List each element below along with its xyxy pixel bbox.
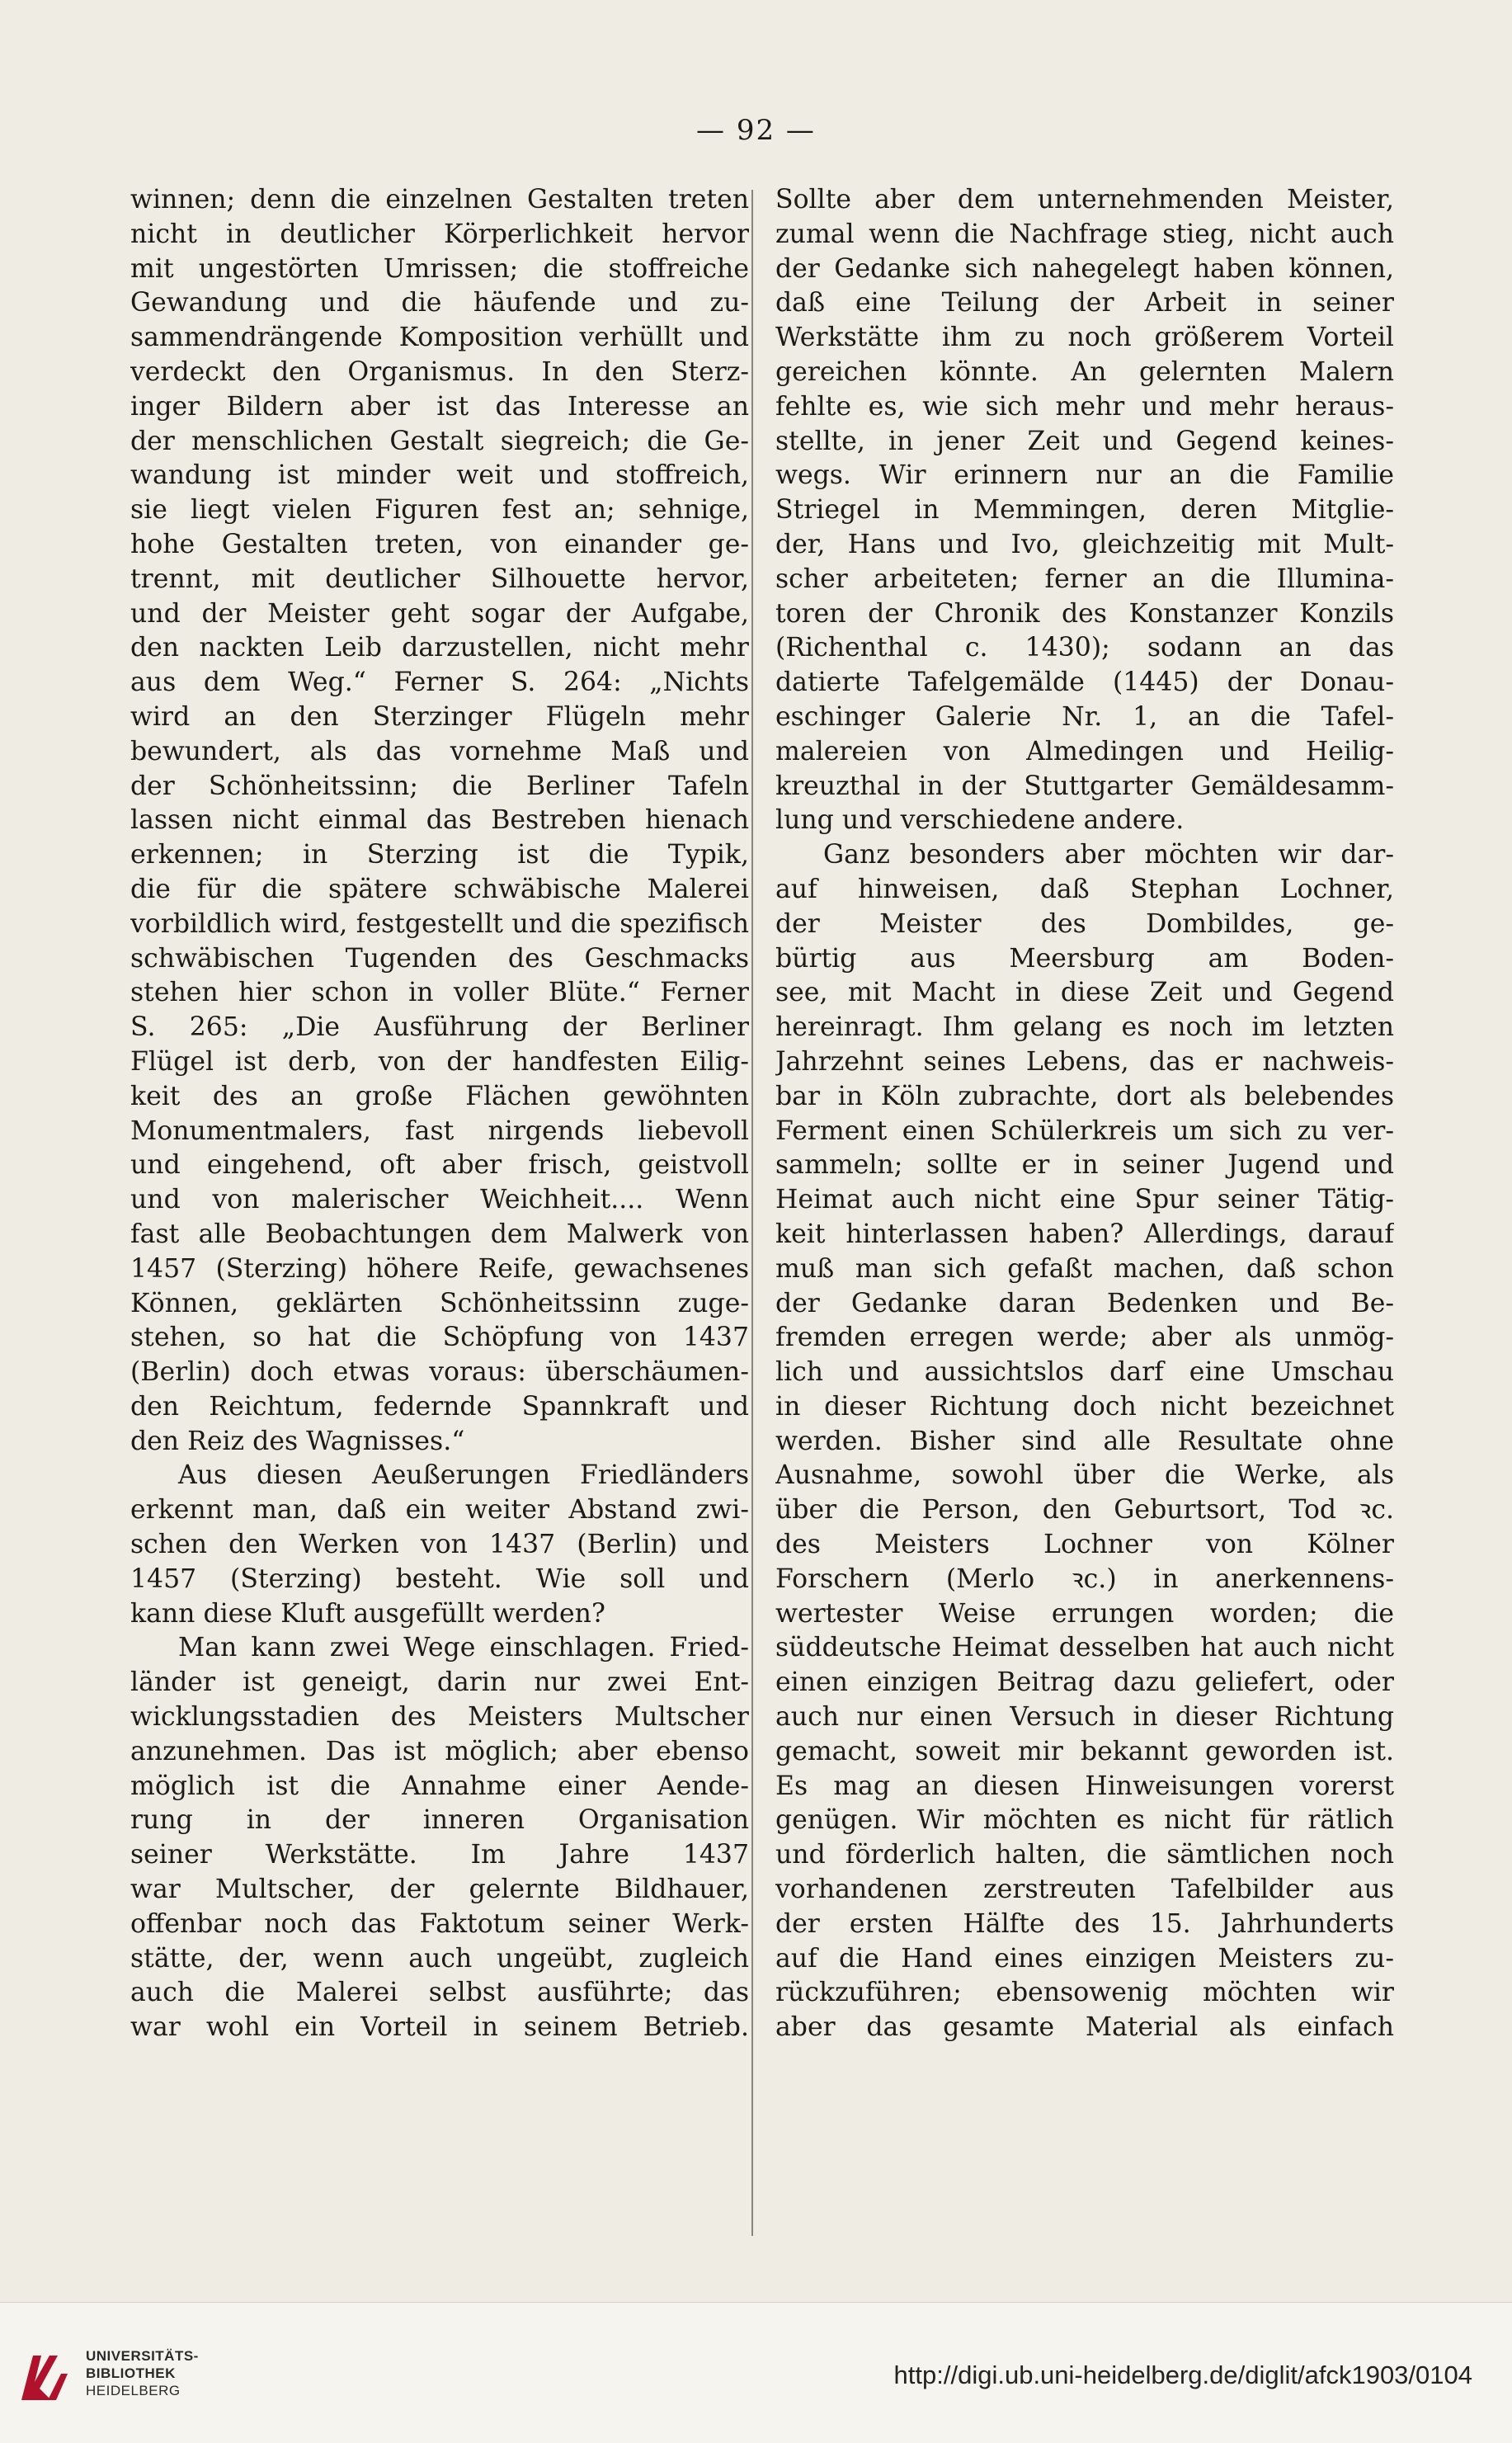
library-name-line: BIBLIOTHEK	[86, 2365, 176, 2381]
text-line: des Meisters Lochner von Kölner	[775, 1530, 1394, 1560]
text-line: rückzuführen; ebensowenig möchten wir	[775, 1978, 1394, 2008]
text-line: die für die spätere schwäbische Malerei	[130, 874, 749, 904]
footer-bar	[0, 2302, 1512, 2443]
text-line: Ganz besonders aber möchten wir dar-	[823, 840, 1394, 870]
text-line: der, Hans und Ivo, gleichzeitig mit Mult-	[775, 529, 1394, 559]
text-line: der menschlichen Gestalt siegreich; die Ge-	[130, 426, 749, 456]
text-line: wird an den Sterzinger Flügeln mehr	[130, 701, 749, 732]
text-line: wandung ist minder weit und stoffreich,	[130, 460, 749, 491]
text-line: süddeutsche Heimat desselben hat auch nicht	[775, 1633, 1394, 1663]
text-line: anzunehmen. Das ist möglich; aber ebenso	[130, 1736, 749, 1766]
text-line: und der Meister geht sogar der Aufgabe,	[130, 598, 749, 629]
text-line: verdeckt den Organismus. In den Sterz-	[130, 356, 749, 387]
text-line: bürtig aus Meersburg am Boden-	[775, 943, 1394, 974]
text-line: lung und verschiedene andere.	[775, 805, 1185, 836]
text-line: der Gedanke sich nahegelegt haben können,	[775, 253, 1394, 284]
text-line: Man kann zwei Wege einschlagen. Fried-	[178, 1633, 749, 1663]
text-line: 1457 (Sterzing) höhere Reife, gewachsenes	[130, 1253, 749, 1284]
text-line: Heimat auch nicht eine Spur seiner Tätig-	[775, 1185, 1394, 1215]
text-line: stellte, in jener Zeit und Gegend keines-	[775, 426, 1394, 456]
text-line: war Multscher, der gelernte Bildhauer,	[130, 1875, 749, 1905]
text-line: keit hinterlassen haben? Allerdings, darauf	[775, 1219, 1394, 1249]
text-line: stehen, so hat die Schöpfung von 1437	[130, 1323, 749, 1353]
text-line: wicklungsstadien des Meisters Multscher	[130, 1702, 749, 1733]
text-line: Flügel ist derb, von der handfesten Eilig-	[130, 1046, 749, 1077]
text-line: der ersten Hälfte des 15. Jahrhunderts	[775, 1908, 1394, 1939]
text-line: mit ungestörten Umrissen; die stoffreiche	[130, 253, 749, 284]
text-line: eschinger Galerie Nr. 1, an die Tafel-	[775, 701, 1394, 732]
text-line: Ausnahme, sowohl über die Werke, als	[775, 1460, 1394, 1491]
text-line: Jahrzehnt seines Lebens, das er nachweis-	[775, 1046, 1394, 1077]
text-line: über die Person, den Geburtsort, Tod ꝛc.	[775, 1495, 1394, 1526]
text-line: hereinragt. Ihm gelang es noch im letzten	[775, 1012, 1394, 1043]
text-line: einen einzigen Beitrag dazu geliefert, oder	[775, 1667, 1394, 1698]
text-line: nicht in deutlicher Körperlichkeit hervor	[130, 219, 749, 249]
text-line: hohe Gestalten treten, von einander ge-	[130, 529, 749, 559]
text-line: sammendrängende Komposition verhüllt und	[130, 323, 749, 353]
text-line: Sollte aber dem unternehmenden Meister,	[775, 185, 1394, 215]
text-line: daß eine Teilung der Arbeit in seiner	[775, 288, 1394, 318]
text-line: und von malerischer Weichheit.... Wenn	[130, 1185, 749, 1215]
text-line: werden. Bisher sind alle Resultate ohne	[775, 1426, 1394, 1456]
text-line: Monumentmalers, fast nirgends liebevoll	[130, 1115, 749, 1146]
text-line: sammeln; sollte er in seiner Jugend und	[775, 1150, 1394, 1181]
text-line: lich und aussichtslos darf eine Umschau	[775, 1357, 1394, 1388]
text-line: bewundert, als das vornehme Maß und	[130, 736, 749, 766]
text-line: war wohl ein Vorteil in seinem Betrieb.	[130, 2012, 749, 2043]
text-line: muß man sich gefaßt machen, daß schon	[775, 1253, 1394, 1284]
text-line: und eingehend, oft aber frisch, geistvoll	[130, 1150, 749, 1181]
text-line: Es mag an diesen Hinweisungen vorerst	[775, 1771, 1394, 1801]
text-line: auch die Malerei selbst ausführte; das	[130, 1978, 749, 2008]
text-line: stätte, der, wenn auch ungeübt, zugleich	[130, 1943, 749, 1974]
text-line: 1457 (Sterzing) besteht. Wie soll und	[130, 1563, 749, 1594]
text-line: (Richenthal c. 1430); sodann an das	[775, 633, 1394, 663]
text-line: vorhandenen zerstreuten Tafelbilder aus	[775, 1875, 1394, 1905]
text-line: der Meister des Dombildes, ge-	[775, 908, 1394, 939]
text-line: Werkstätte ihm zu noch größerem Vorteil	[775, 323, 1394, 353]
text-line: (Berlin) doch etwas voraus: überschäumen-	[130, 1357, 749, 1388]
text-line: stehen hier schon in voller Blüte.“ Ferner	[130, 978, 749, 1008]
text-line: datierte Tafelgemälde (1445) der Donau-	[775, 667, 1394, 698]
text-line: lassen nicht einmal das Bestreben hienach	[130, 805, 749, 836]
right-column	[775, 183, 1394, 2045]
text-line: gemacht, soweit mir bekannt geworden ist.	[775, 1736, 1394, 1766]
text-line: S. 265: „Die Ausführung der Berliner	[130, 1012, 749, 1043]
text-line: auf die Hand eines einzigen Meisters zu-	[775, 1943, 1394, 1974]
text-line: der Schönheitssinn; die Berliner Tafeln	[130, 771, 749, 801]
text-line: länder ist geneigt, darin nur zwei Ent-	[130, 1667, 749, 1698]
page-number: — 92 —	[696, 114, 816, 147]
text-line: vorbildlich wird, festgestellt und die spezifisch	[130, 908, 749, 939]
text-line: toren der Chronik des Konstanzer Konzils	[775, 598, 1394, 629]
text-line: wegs. Wir erinnern nur an die Familie	[775, 460, 1394, 491]
text-line: kreuzthal in der Stuttgarter Gemäldesamm-	[775, 771, 1394, 801]
source-url-link[interactable]: http://digi.ub.uni-heidelberg.de/diglit/afck1903/0104	[893, 2360, 1472, 2389]
text-line: rung in der inneren Organisation	[130, 1805, 749, 1836]
text-line: erkennt man, daß ein weiter Abstand zwi-	[130, 1495, 749, 1526]
text-line: inger Bildern aber ist das Interesse an	[130, 391, 749, 422]
library-name-line: UNIVERSITÄTS-	[86, 2348, 199, 2364]
text-line: und förderlich halten, die sämtlichen noch	[775, 1840, 1394, 1870]
library-name	[86, 2347, 199, 2399]
text-line: schwäbischen Tugenden des Geschmacks	[130, 943, 749, 974]
text-line: zumal wenn die Nachfrage stieg, nicht auch	[775, 219, 1394, 249]
text-line: scher arbeiteten; ferner an die Illumina-	[775, 564, 1394, 594]
text-line: Forschern (Merlo ꝛc.) in anerkennens-	[775, 1563, 1394, 1594]
text-line: den Reiz des Wagnisses.“	[130, 1426, 465, 1456]
text-line: auch nur einen Versuch in dieser Richtung	[775, 1702, 1394, 1733]
text-line: Gewandung und die häufende und zu-	[130, 288, 749, 318]
text-line: den nackten Leib darzustellen, nicht mehr	[130, 633, 749, 663]
text-line: schen den Werken von 1437 (Berlin) und	[130, 1530, 749, 1560]
text-line: malereien von Almedingen und Heilig-	[775, 736, 1394, 766]
text-line: fast alle Beobachtungen dem Malwerk von	[130, 1219, 749, 1249]
text-line: trennt, mit deutlicher Silhouette hervor,	[130, 564, 749, 594]
text-line: kann diese Kluft ausgefüllt werden?	[130, 1598, 605, 1629]
text-line: in dieser Richtung doch nicht bezeichnet	[775, 1391, 1394, 1422]
text-line: möglich ist die Annahme einer Aende-	[130, 1771, 749, 1801]
text-line: seiner Werkstätte. Im Jahre 1437	[130, 1840, 749, 1870]
text-line: winnen; denn die einzelnen Gestalten treten	[130, 185, 749, 215]
column-rule	[751, 190, 753, 2236]
text-line: bar in Köln zubrachte, dort als belebendes	[775, 1081, 1394, 1111]
text-line: Ferment einen Schülerkreis um sich zu ver-	[775, 1115, 1394, 1146]
text-line: fehlte es, wie sich mehr und mehr heraus-	[775, 391, 1394, 422]
text-line: fremden erregen werde; aber als unmög-	[775, 1323, 1394, 1353]
text-line: Aus diesen Aeußerungen Friedländers	[178, 1460, 749, 1491]
left-column	[130, 183, 749, 2045]
text-line: den Reichtum, federnde Spannkraft und	[130, 1391, 749, 1422]
text-line: offenbar noch das Faktotum seiner Werk-	[130, 1908, 749, 1939]
text-line: auf hinweisen, daß Stephan Lochner,	[775, 874, 1394, 904]
text-line: aus dem Weg.“ Ferner S. 264: „Nichts	[130, 667, 749, 698]
text-line: genügen. Wir möchten es nicht für rätlich	[775, 1805, 1394, 1836]
text-line: erkennen; in Sterzing ist die Typik,	[130, 840, 749, 870]
text-line: sie liegt vielen Figuren fest an; sehnige,	[130, 495, 749, 526]
text-line: keit des an große Flächen gewöhnten	[130, 1081, 749, 1111]
text-line: der Gedanke daran Bedenken und Be-	[775, 1288, 1394, 1318]
text-line: Können, geklärten Schönheitssinn zuge-	[130, 1288, 749, 1318]
text-line: gereichen könnte. An gelernten Malern	[775, 356, 1394, 387]
text-line: Striegel in Memmingen, deren Mitglie-	[775, 495, 1394, 526]
text-line: see, mit Macht in diese Zeit und Gegend	[775, 978, 1394, 1008]
university-library-logo-icon	[15, 2349, 73, 2407]
library-name-line: HEIDELBERG	[86, 2383, 181, 2398]
text-line: aber das gesamte Material als einfach	[775, 2012, 1394, 2043]
text-line: wertester Weise errungen worden; die	[775, 1598, 1394, 1629]
